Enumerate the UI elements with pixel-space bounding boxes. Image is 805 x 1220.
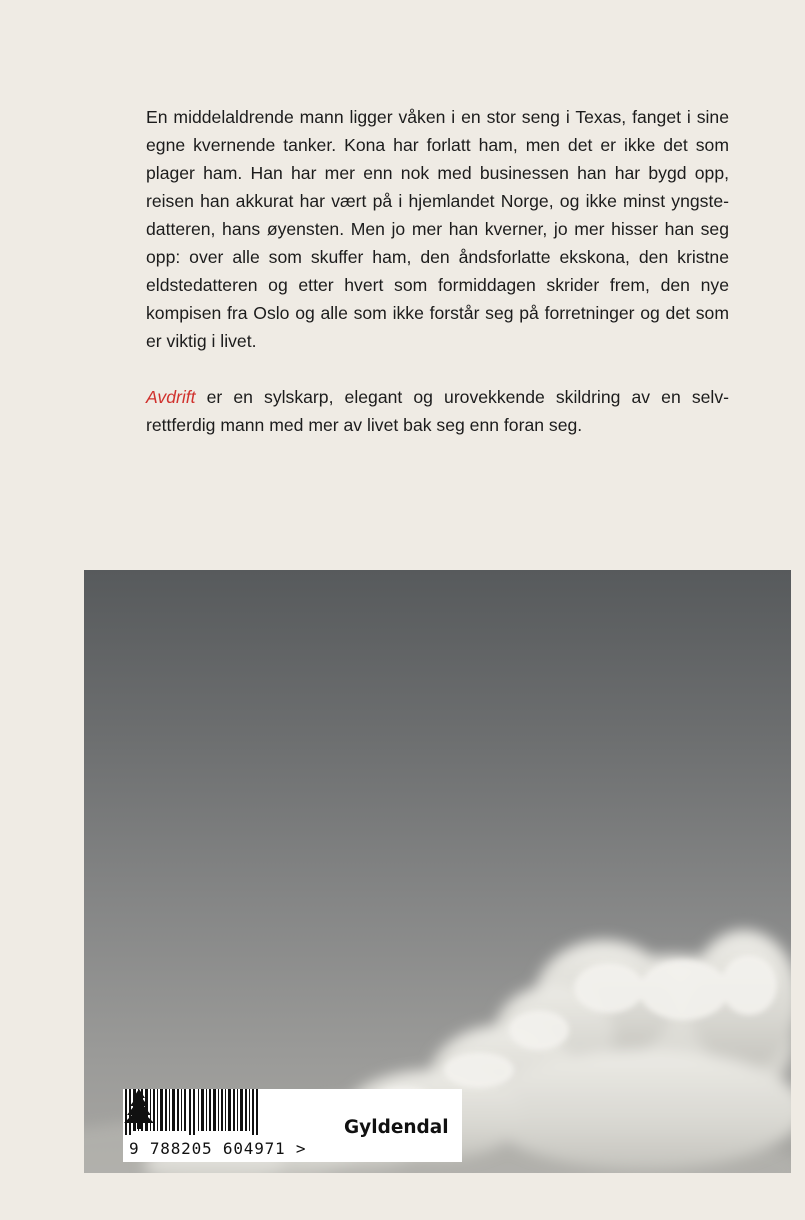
- publisher-name: Gyldendal: [344, 1117, 449, 1138]
- fir-tree-icon: [123, 1089, 155, 1129]
- blurb-paragraph-2-text: er en sylskarp, elegant og urovekkende skildring av en selvrettferdig mann med mer av livet bak seg enn foran seg.: [146, 387, 729, 435]
- clouds-illustration: [84, 570, 791, 1173]
- isbn-number: 9 788205 604971 >: [129, 1139, 307, 1158]
- book-title-reference: Avdrift: [146, 387, 196, 407]
- barcode-label: [123, 1089, 462, 1162]
- blurb-paragraph-1: En middelaldrende mann ligger våken i en stor seng i Texas, fanget i sine egne kvernende tanker. Kona har forlatt ham, men det er ikke det som plager ham. Han har mer enn nok med businessen han har bygd opp, reisen han akkurat har vært på i hjemlandet Norge, og ikke minst yngstedatteren, hans øyensten. Men jo mer han kverner, jo mer hisser han seg opp: over alle som skuffer ham, den åndsforlatte ekskona, den kristne eldstedatteren og etter hvert som formiddagen skrider frem, den nye kompisen fra Oslo og alle som ikke forstår seg på forretninger og det som er viktig i livet.: [146, 107, 729, 351]
- cloud-photo: [84, 570, 791, 1173]
- back-cover-blurb: [146, 103, 729, 439]
- blurb-paragraph-2: [146, 383, 729, 439]
